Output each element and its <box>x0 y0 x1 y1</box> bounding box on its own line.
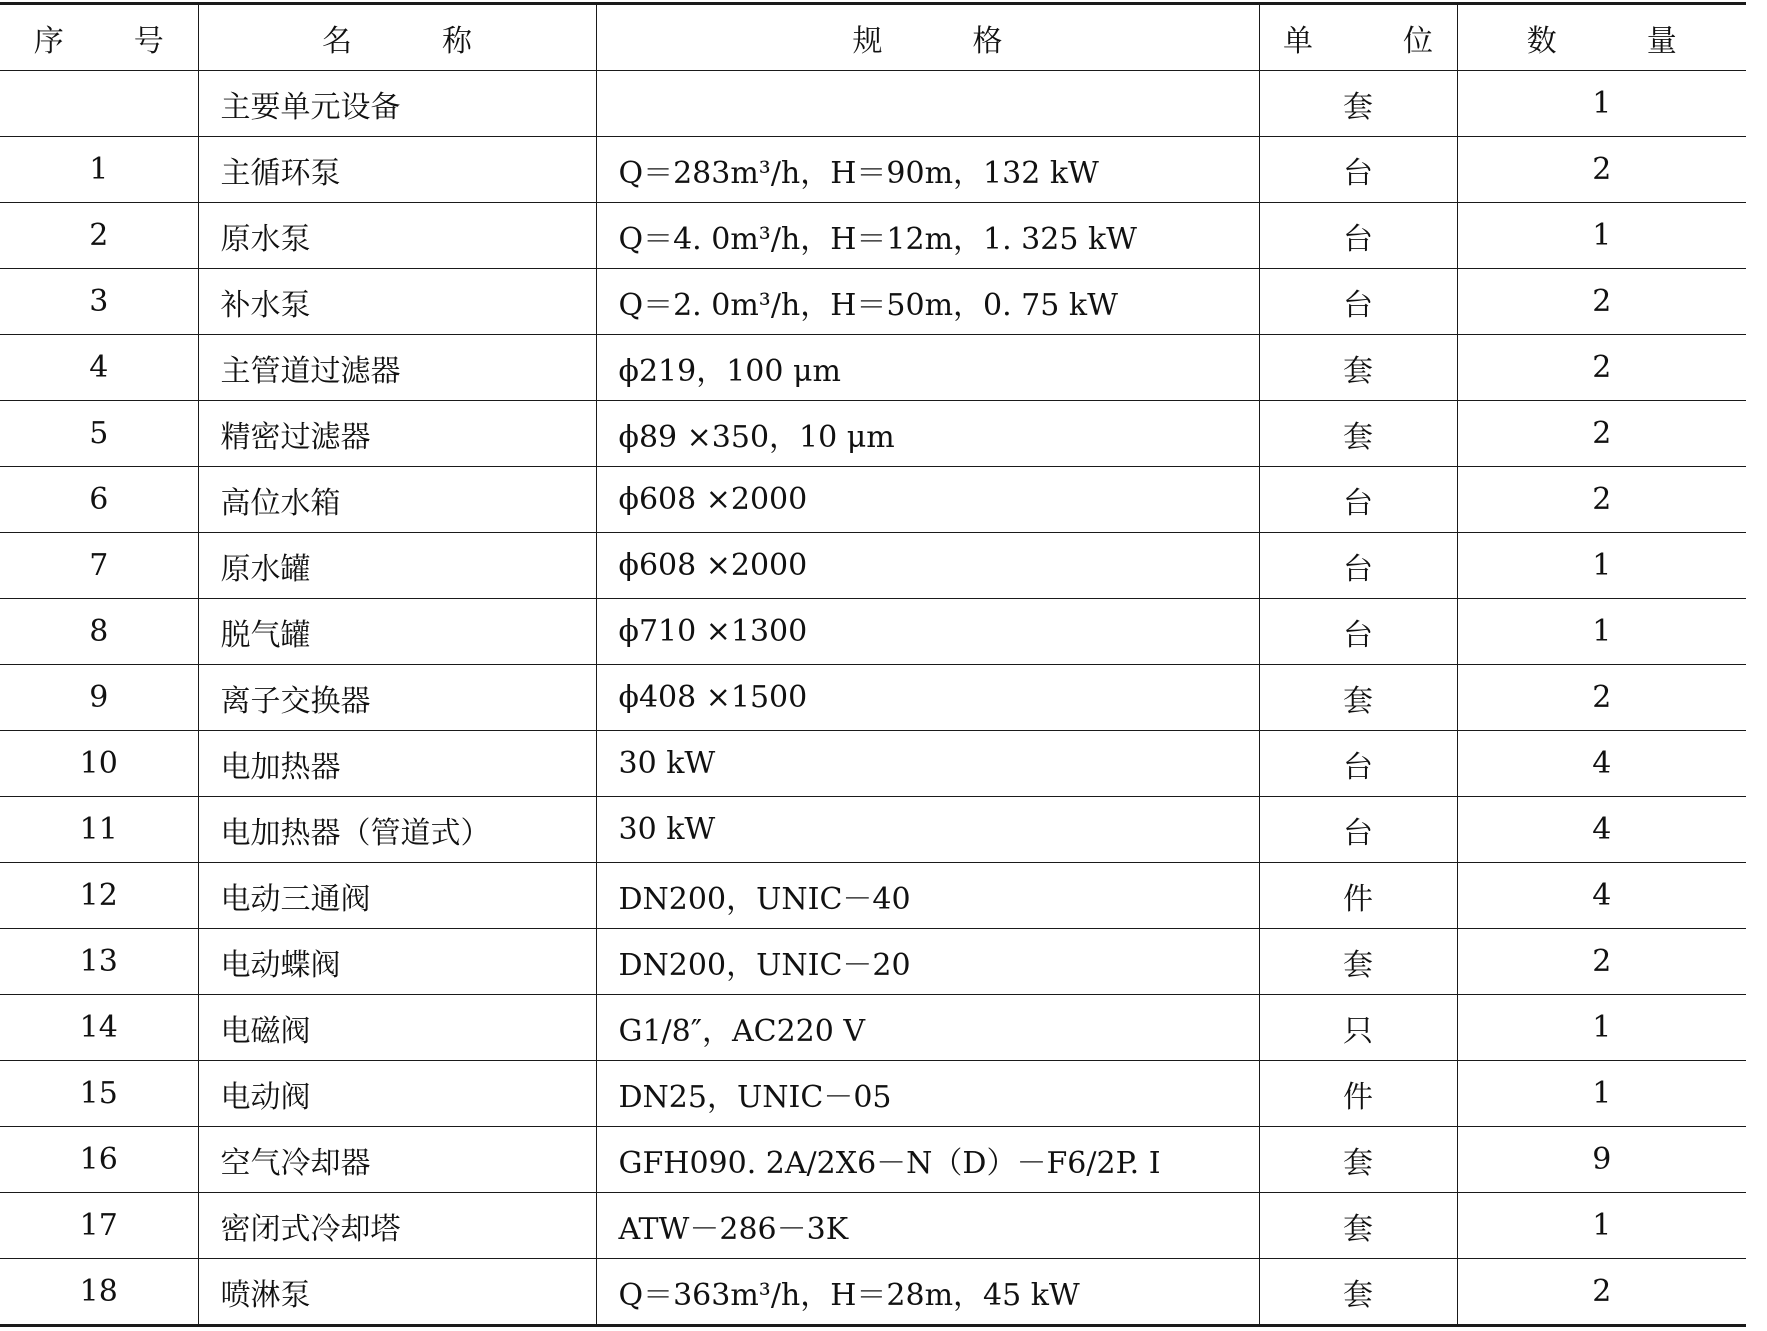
cell-unit: 套 <box>1259 1259 1457 1326</box>
cell-no: 11 <box>0 797 198 863</box>
table-row <box>0 731 1746 797</box>
cell-name: 离子交换器 <box>198 665 596 731</box>
cell-qty: 1 <box>1457 203 1746 269</box>
cell-name: 密闭式冷却塔 <box>198 1193 596 1259</box>
cell-qty: 4 <box>1457 797 1746 863</box>
table-row <box>0 929 1746 995</box>
table-row <box>0 1193 1746 1259</box>
cell-qty: 2 <box>1457 467 1746 533</box>
cell-unit: 套 <box>1259 665 1457 731</box>
cell-spec: ϕ710 ×1300 <box>596 599 1259 665</box>
cell-name: 电加热器 <box>198 731 596 797</box>
table-row <box>0 269 1746 335</box>
cell-no: 17 <box>0 1193 198 1259</box>
cell-name: 原水泵 <box>198 203 596 269</box>
cell-spec: DN200，UNIC－40 <box>596 863 1259 929</box>
cell-spec: GFH090. 2A/2X6－N（D）－F6/2P. I <box>596 1127 1259 1193</box>
cell-no: 9 <box>0 665 198 731</box>
cell-name: 电加热器（管道式） <box>198 797 596 863</box>
cell-no: 1 <box>0 137 198 203</box>
cell-unit: 台 <box>1259 599 1457 665</box>
cell-no: 10 <box>0 731 198 797</box>
cell-unit: 套 <box>1259 401 1457 467</box>
cell-spec: Q＝4. 0m³/h，H＝12m，1. 325 kW <box>596 203 1259 269</box>
cell-qty: 2 <box>1457 665 1746 731</box>
cell-no: 18 <box>0 1259 198 1326</box>
cell-qty: 2 <box>1457 335 1746 401</box>
table-row <box>0 1061 1746 1127</box>
table-header-row <box>0 4 1746 71</box>
cell-spec: ATW－286－3K <box>596 1193 1259 1259</box>
table-row <box>0 335 1746 401</box>
cell-name: 喷淋泵 <box>198 1259 596 1326</box>
cell-qty: 2 <box>1457 269 1746 335</box>
cell-qty: 9 <box>1457 1127 1746 1193</box>
cell-spec: G1/8″，AC220 V <box>596 995 1259 1061</box>
cell-unit: 台 <box>1259 731 1457 797</box>
cell-no: 2 <box>0 203 198 269</box>
cell-spec: ϕ608 ×2000 <box>596 533 1259 599</box>
cell-name: 主要单元设备 <box>198 71 596 137</box>
cell-unit: 套 <box>1259 929 1457 995</box>
cell-name: 主管道过滤器 <box>198 335 596 401</box>
cell-name: 主循环泵 <box>198 137 596 203</box>
cell-spec: DN25，UNIC－05 <box>596 1061 1259 1127</box>
cell-unit: 只 <box>1259 995 1457 1061</box>
equipment-table <box>0 2 1767 1327</box>
header-qty: 数量 <box>1457 4 1746 71</box>
cell-name: 电动三通阀 <box>198 863 596 929</box>
cell-unit: 台 <box>1259 797 1457 863</box>
header-spec: 规格 <box>596 4 1259 71</box>
cell-no: 16 <box>0 1127 198 1193</box>
cell-no: 3 <box>0 269 198 335</box>
table-row <box>0 533 1746 599</box>
cell-qty: 4 <box>1457 731 1746 797</box>
table-row <box>0 1127 1746 1193</box>
cell-no: 8 <box>0 599 198 665</box>
cell-qty: 1 <box>1457 1061 1746 1127</box>
cell-unit: 台 <box>1259 533 1457 599</box>
cell-name: 电磁阀 <box>198 995 596 1061</box>
cell-qty: 4 <box>1457 863 1746 929</box>
cell-name: 脱气罐 <box>198 599 596 665</box>
cell-qty: 2 <box>1457 1259 1746 1326</box>
cell-no: 13 <box>0 929 198 995</box>
cell-spec <box>596 71 1259 137</box>
cell-unit: 件 <box>1259 1061 1457 1127</box>
cell-spec: 30 kW <box>596 731 1259 797</box>
cell-qty: 2 <box>1457 137 1746 203</box>
table-row <box>0 71 1746 137</box>
cell-spec: ϕ608 ×2000 <box>596 467 1259 533</box>
cell-no: 5 <box>0 401 198 467</box>
cell-unit: 台 <box>1259 137 1457 203</box>
cell-name: 空气冷却器 <box>198 1127 596 1193</box>
cell-name: 电动蝶阀 <box>198 929 596 995</box>
cell-spec: ϕ89 ×350，10 μm <box>596 401 1259 467</box>
cell-qty: 1 <box>1457 71 1746 137</box>
cell-spec: 30 kW <box>596 797 1259 863</box>
table-row <box>0 797 1746 863</box>
cell-unit: 件 <box>1259 863 1457 929</box>
cell-qty: 1 <box>1457 995 1746 1061</box>
header-no: 序号 <box>0 4 198 71</box>
table-row <box>0 863 1746 929</box>
cell-qty: 1 <box>1457 599 1746 665</box>
table-row <box>0 599 1746 665</box>
cell-spec: Q＝363m³/h，H＝28m，45 kW <box>596 1259 1259 1326</box>
cell-unit: 套 <box>1259 1193 1457 1259</box>
table-row <box>0 1259 1746 1326</box>
cell-unit: 台 <box>1259 269 1457 335</box>
table-row <box>0 401 1746 467</box>
cell-no: 6 <box>0 467 198 533</box>
cell-unit: 台 <box>1259 203 1457 269</box>
cell-qty: 1 <box>1457 1193 1746 1259</box>
cell-no: 4 <box>0 335 198 401</box>
cell-unit: 套 <box>1259 71 1457 137</box>
cell-spec: Q＝2. 0m³/h，H＝50m，0. 75 kW <box>596 269 1259 335</box>
table-row <box>0 665 1746 731</box>
cell-spec: DN200，UNIC－20 <box>596 929 1259 995</box>
cell-name: 补水泵 <box>198 269 596 335</box>
cell-name: 高位水箱 <box>198 467 596 533</box>
cell-unit: 台 <box>1259 467 1457 533</box>
header-unit: 单位 <box>1259 4 1457 71</box>
cell-spec: ϕ219，100 μm <box>596 335 1259 401</box>
cell-name: 精密过滤器 <box>198 401 596 467</box>
table-row <box>0 467 1746 533</box>
table-row <box>0 203 1746 269</box>
table-row <box>0 137 1746 203</box>
cell-no <box>0 71 198 137</box>
header-name: 名称 <box>198 4 596 71</box>
cell-no: 12 <box>0 863 198 929</box>
cell-no: 15 <box>0 1061 198 1127</box>
cell-unit: 套 <box>1259 1127 1457 1193</box>
cell-name: 原水罐 <box>198 533 596 599</box>
cell-spec: Q＝283m³/h，H＝90m，132 kW <box>596 137 1259 203</box>
cell-unit: 套 <box>1259 335 1457 401</box>
cell-qty: 2 <box>1457 929 1746 995</box>
cell-no: 14 <box>0 995 198 1061</box>
cell-qty: 2 <box>1457 401 1746 467</box>
table-row <box>0 995 1746 1061</box>
cell-spec: ϕ408 ×1500 <box>596 665 1259 731</box>
cell-name: 电动阀 <box>198 1061 596 1127</box>
cell-qty: 1 <box>1457 533 1746 599</box>
cell-no: 7 <box>0 533 198 599</box>
